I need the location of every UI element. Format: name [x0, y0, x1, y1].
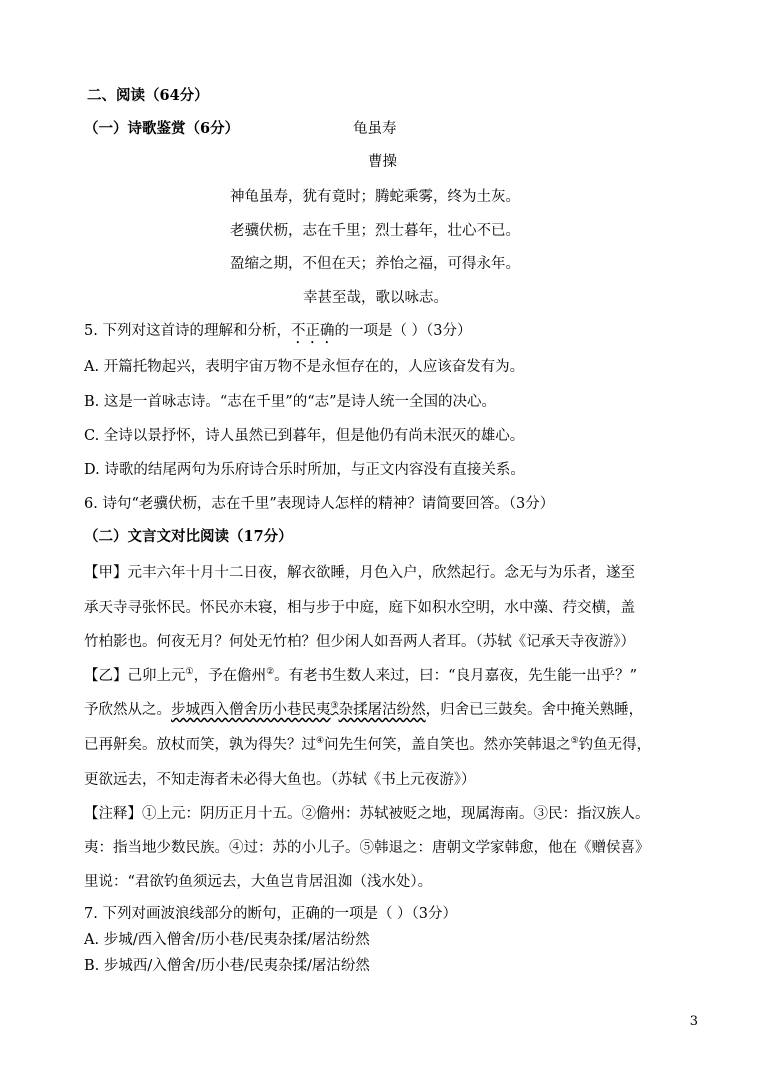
passage-yi-text: ，归舍已三鼓矣。舍中掩关熟睡， [425, 702, 644, 718]
option-b: B. 步城西/入僧舍/历小巷/民夷杂揉/屠沽纷然 [84, 958, 370, 974]
poem-line: 老骥伏枥，志在千里；烈士暮年，壮心不已。 [230, 223, 520, 239]
option-b: B. 这是一首咏志诗。“志在千里”的“志”是诗人统一全国的决心。 [84, 394, 497, 410]
option-d: D. 诗歌的结尾两句为乐府诗合乐时所加，与正文内容没有直接关系。 [84, 462, 525, 478]
note-marker: ① [185, 667, 194, 678]
passage-yi-text: 钓鱼无得， [578, 737, 652, 753]
passage-yi-text: ，予在儋州 [193, 668, 267, 684]
passage-jia-line: 承天寺寻张怀民。怀民亦未寝，相与步于中庭，庭下如积水空明，水中藻、荇交横，盖 [84, 600, 635, 616]
page-number: 3 [689, 1014, 698, 1029]
note-marker: ⑤ [570, 736, 579, 747]
poem-heading: （一）诗歌鉴赏（6分） [84, 120, 240, 137]
notes-line: 夷：指当地少数民族。④过：苏的小儿子。⑤韩退之：唐朝文学家韩愈，他在《赠侯喜》 [84, 840, 650, 856]
notes-line: 【注释】①上元：阴历正月十五。②儋州：苏轼被贬之地，现属海南。③民：指汉族人。 [84, 806, 650, 822]
passage-yi-text: 问先生何笑，盖自笑也。然亦笑韩退之 [324, 737, 571, 753]
section-title: 二、阅读（64分） [87, 87, 209, 104]
note-marker: ② [266, 667, 275, 678]
classical-heading: （二）文言文对比阅读（17分） [84, 528, 293, 545]
passage-yi-line [84, 735, 651, 755]
option-a: A. 开篇托物起兴，表明宇宙万物不是永恒存在的，人应该奋发有为。 [84, 359, 525, 375]
poem-line: 幸甚至哉，歌以咏志。 [303, 290, 448, 306]
passage-yi-text: 。有老书生数人来过，曰：“良月嘉夜，先生能一出乎？” [274, 668, 637, 684]
passage-jia-line: 【甲】元丰六年十月十二日夜，解衣欲睡，月色入户，欣然起行。念无与为乐者，遂至 [84, 565, 635, 581]
poem-line: 神龟虽寿，犹有竟时；腾蛇乘雾，终为土灰。 [230, 189, 520, 205]
passage-yi-text: 【乙】己卯上元 [84, 668, 186, 684]
wavy-underlined-text: 步城西入僧舍历小巷民夷 [171, 702, 331, 718]
passage-yi-text: 已再鼾矣。放杖而笑，孰为得失？过 [84, 737, 316, 753]
note-marker: ④ [316, 736, 325, 747]
question-7: 7. 下列对画波浪线部分的断句，正确的一项是（ ）（3分） [84, 906, 458, 922]
passage-yi-line: 更欲远去，不知走海者未必得大鱼也。（苏轼《书上元夜游》） [84, 772, 476, 788]
question-6: 6. 诗句“老骥伏枥，志在千里”表现诗人怎样的精神？请简要回答。（3分） [84, 496, 555, 512]
poem-line: 盈缩之期，不但在天；养怡之福，可得永年。 [230, 256, 520, 272]
option-a: A. 步城/西入僧舍/历小巷/民夷杂揉/屠沽纷然 [84, 932, 370, 948]
passage-yi-line [84, 700, 643, 720]
question-5 [84, 321, 472, 347]
passage-yi-line [84, 666, 637, 686]
wavy-underlined-text: 杂揉屠沽纷然 [338, 702, 426, 718]
passage-yi-text: 予欣然从之。 [84, 702, 171, 718]
poem-author: 曹操 [368, 154, 397, 170]
question-5-stem-end: 的一项是（ ）（3分） [334, 323, 472, 339]
note-marker: ③ [330, 701, 339, 712]
poem-title: 龟虽寿 [353, 121, 397, 137]
question-5-stem: 5. 下列对这首诗的理解和分析， [84, 323, 291, 339]
option-c: C. 全诗以景抒怀，诗人虽然已到暮年，但是他仍有尚未泯灭的雄心。 [84, 428, 525, 444]
question-5-emphasis: 不正确 [290, 323, 335, 339]
notes-line: 里说：“君欲钓鱼须远去，大鱼岂肯居沮洳（浅水处）。 [84, 874, 433, 890]
passage-jia-line: 竹柏影也。何夜无月？何处无竹柏？但少闲人如吾两人者耳。（苏轼《记承天寺夜游》） [84, 634, 635, 650]
